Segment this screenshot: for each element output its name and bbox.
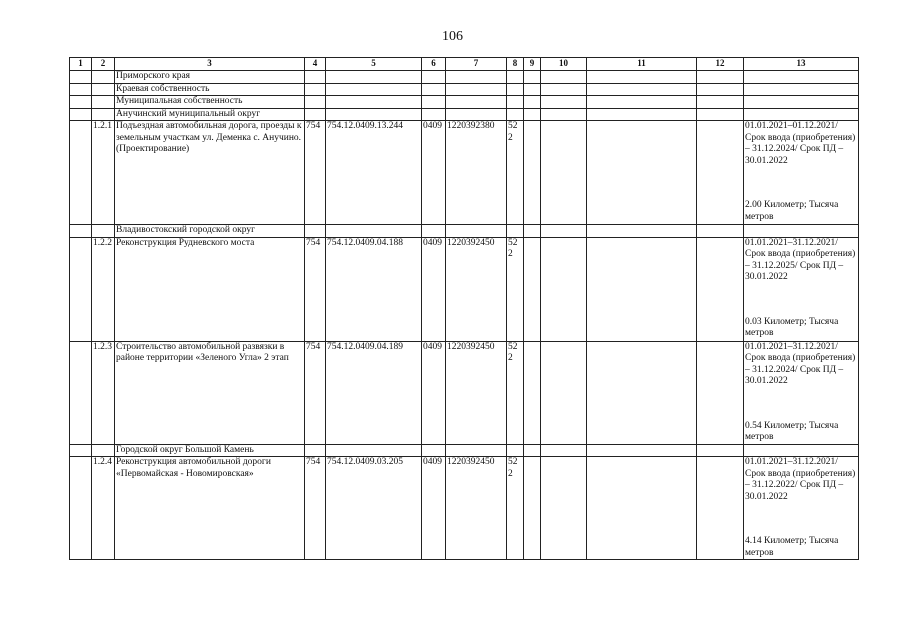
investment-table (69, 57, 859, 560)
object-name: Реконструкция автомобильной дороги «Первомайская - Новомировская» (115, 457, 305, 560)
cell-col5: 754.12.0409.04.189 (326, 341, 422, 444)
cell-col4: 754 (305, 457, 326, 560)
cell-col8: 522 (507, 457, 524, 560)
cell-col7: 1220392450 (446, 457, 507, 560)
cell-col8: 522 (507, 341, 524, 444)
column-header: 10 (541, 58, 587, 71)
cell-col13 (744, 341, 859, 444)
group-row (70, 83, 859, 96)
group-label: Краевая собственность (115, 83, 305, 96)
capacity-text: 2.00 Километр; Тысяча метров (745, 200, 839, 222)
column-header: 2 (92, 58, 115, 71)
object-name: Подъездная автомобильная дорога, проезды к земельным участкам ул. Деменка с. Анучино. (Проектирование) (115, 121, 305, 225)
group-row (70, 96, 859, 109)
table-row (70, 237, 859, 341)
cell-col13 (744, 457, 859, 560)
group-label: Владивостокский городской округ (115, 225, 305, 238)
period-text: 01.01.2021–31.12.2021/ Срок ввода (приобретения) – 31.12.2024/ Срок ПД – 30.01.2022 (745, 341, 856, 386)
object-name: Реконструкция Рудневского моста (115, 237, 305, 341)
column-header: 8 (507, 58, 524, 71)
cell-col8: 522 (507, 237, 524, 341)
column-header: 13 (744, 58, 859, 71)
cell-col4: 754 (305, 341, 326, 444)
cell-col6: 0409 (422, 341, 446, 444)
cell-col6: 0409 (422, 237, 446, 341)
column-header: 3 (115, 58, 305, 71)
capacity-text: 0.03 Километр; Тысяча метров (745, 316, 839, 338)
cell-col13 (744, 121, 859, 225)
table-row (70, 457, 859, 560)
row-number: 1.2.3 (92, 341, 115, 444)
group-label: Приморского края (115, 71, 305, 84)
period-text: 01.01.2021–01.12.2021/ Срок ввода (приобретения) – 31.12.2024/ Срок ПД – 30.01.2022 (745, 121, 856, 166)
header-row (70, 58, 859, 71)
period-text: 01.01.2021–31.12.2021/ Срок ввода (приобретения) – 31.12.2025/ Срок ПД – 30.01.2022 (745, 237, 856, 282)
cell-col13 (744, 237, 859, 341)
group-row (70, 71, 859, 84)
cell-col6: 0409 (422, 457, 446, 560)
column-header: 6 (422, 58, 446, 71)
group-label: Городской округ Большой Камень (115, 444, 305, 457)
column-header: 7 (446, 58, 507, 71)
object-name: Строительство автомобильной развязки в районе территории «Зеленого Угла» 2 этап (115, 341, 305, 444)
period-text: 01.01.2021–31.12.2021/ Срок ввода (приобретения) – 31.12.2022/ Срок ПД – 30.01.2022 (745, 457, 856, 502)
group-row (70, 225, 859, 238)
row-number: 1.2.1 (92, 121, 115, 225)
cell-col7: 1220392380 (446, 121, 507, 225)
group-row (70, 108, 859, 121)
cell-col4: 754 (305, 237, 326, 341)
table-row (70, 341, 859, 444)
capacity-text: 0.54 Километр; Тысяча метров (745, 420, 839, 442)
row-number: 1.2.4 (92, 457, 115, 560)
cell-col4: 754 (305, 121, 326, 225)
group-label: Муниципальная собственность (115, 96, 305, 109)
column-header: 11 (587, 58, 697, 71)
group-label: Анучинский муниципальный округ (115, 108, 305, 121)
cell-col5: 754.12.0409.13.244 (326, 121, 422, 225)
table-row (70, 121, 859, 225)
column-header: 12 (697, 58, 744, 71)
cell-col8: 522 (507, 121, 524, 225)
capacity-text: 4.14 Километр; Тысяча метров (745, 536, 839, 558)
column-header: 4 (305, 58, 326, 71)
row-number: 1.2.2 (92, 237, 115, 341)
group-row (70, 444, 859, 457)
column-header: 5 (326, 58, 422, 71)
cell-col7: 1220392450 (446, 341, 507, 444)
column-header: 9 (524, 58, 541, 71)
cell-col5: 754.12.0409.03.205 (326, 457, 422, 560)
cell-col6: 0409 (422, 121, 446, 225)
cell-col7: 1220392450 (446, 237, 507, 341)
cell-col5: 754.12.0409.04.188 (326, 237, 422, 341)
column-header: 1 (70, 58, 92, 71)
page-number: 106 (442, 29, 463, 44)
